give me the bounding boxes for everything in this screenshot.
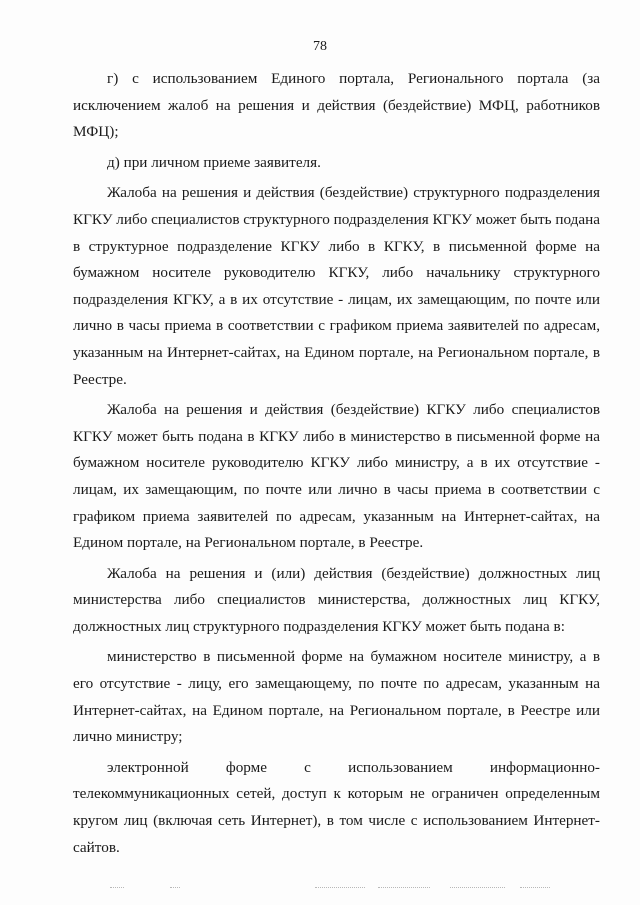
paragraph-complaint-officials: Жалоба на решения и (или) действия (бездействие) должностных лиц министерства либо специалистов министерства, должностных лиц КГКУ, должностных лиц структурного подразделения КГКУ может быть подана в: bbox=[73, 564, 600, 635]
paragraph-complaint-kgku: Жалоба на решения и действия (бездействие) КГКУ либо специалистов КГКУ может быть подана в КГКУ либо в министерство в письменной форме на бумажном носителе руководителю КГКУ либо министру, а в их отсутствие - лицам, их замещающим, по почте или лично в часы приема в соответствии с графиком приема заявителей по адресам, указанным на Интернет-сайтах, на Едином портале, на Региональном портале, в Реестре. bbox=[73, 401, 600, 552]
scan-artifacts bbox=[110, 887, 550, 891]
paragraph-electronic-form: электронной форме с использованием информационно-телекоммуникационных сетей, доступ к которым не ограничен определенным кругом лиц (включая сеть Интернет), в том числе с использованием Интернет-сайтов. bbox=[73, 758, 600, 856]
page-number: 78 bbox=[313, 39, 327, 54]
document-body bbox=[73, 66, 600, 861]
paragraph-item-g: г) с использованием Единого портала, Регионального портала (за исключением жалоб на решения и действия (бездействие) МФЦ, работников МФЦ); bbox=[73, 70, 600, 141]
paragraph-complaint-structural-unit: Жалоба на решения и действия (бездействие) структурного подразделения КГКУ либо специалистов структурного подразделения КГКУ может быть подана в структурное подразделение КГКУ либо в КГКУ, в письменной форме на бумажном носителе руководителю КГКУ, либо начальнику структурного подразделения КГКУ, а в их отсутствие - лицам, их замещающим, по почте или лично в часы приема в соответствии с графиком приема заявителей по адресам, указанным на Интернет-сайтах, на Едином портале, на Региональном портале, в Реестре. bbox=[73, 184, 600, 388]
paragraph-item-d: д) при личном приеме заявителя. bbox=[107, 153, 321, 171]
paragraph-ministry-written: министерство в письменной форме на бумажном носителе министру, а в его отсутствие - лицу, его замещающему, по почте по адресам, указанным на Интернет-сайтах, на Едином портале, на Региональном портале, в Реестре или лично министру; bbox=[73, 648, 600, 746]
